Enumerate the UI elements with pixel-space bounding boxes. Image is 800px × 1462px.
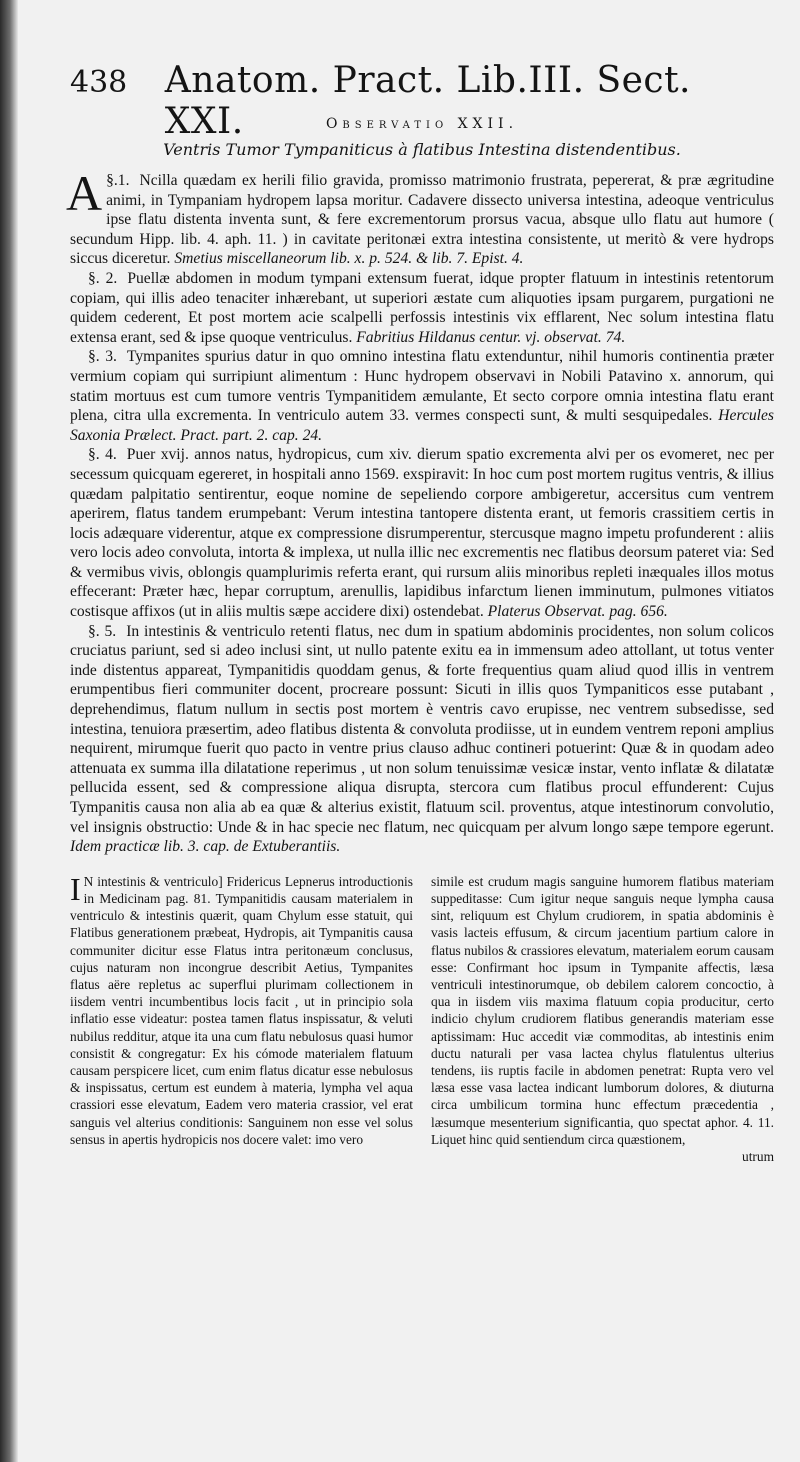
catchword: utrum — [742, 1149, 774, 1165]
page-number: 438 — [70, 65, 128, 100]
notes-right-column — [431, 873, 774, 1165]
note-left-text — [70, 870, 413, 1148]
section-mark: §. 4. — [88, 446, 117, 464]
paragraph-4 — [70, 445, 774, 621]
commentary-notes — [70, 870, 774, 1165]
section-mark: §. 2. — [88, 269, 118, 287]
citation: Hercules Saxonia Prælect. Pract. part. 2. cap. 24. — [70, 407, 774, 444]
note-drop-cap: I — [70, 870, 81, 907]
note-left-body: N intestinis & ventriculo] Fridericus Lepnerus introductionis in Medicinam pag. 81. Tympanitidis causam materialem in ventriculo & intestinis quærit, quam Chylum esse statuit, qui Flatibus generationem præbeat, Hydropis, ait Tympanitis causa communiter dicitur esse Flatus intra peritonæum conclusus, cujus naturam non incongrue describit Aetius, Tympanites flatus aëre repletus ac superflui plurimam collectionem in iisdem ventri incumbentibus locis facit , ut in principio sola inflatio esse videatur: postea tamen flatus inspissatur, & veluti nubilus redditur, atque ita una cum flatu nebulosus quasi humor consistit & congregatur: Ex his cómode materialem flatuum causam perspicere licet, cum enim flatus dicatur esse nebulosus & inspissatus, certum est eundem à materia, lympha vel aqua crassiori esse elevatum, Eadem vero materia crassior, vel erat sanguis vel alterius conditionis: Sanguinem non esse vel solus sensus in apertis hydropicis nos docere valet: imo vero — [70, 873, 413, 1147]
paragraph-5 — [70, 622, 774, 857]
paragraph-text: In intestinis & ventriculo retenti flatus, nec dum in spatium abdominis procidentes, non solum colicos cruciatus pariunt, sed si adeo inclusi sint, ut nullo patente exitu ea in immensum adeo attollant, ut totus venter inde distentus appareat, Tympanitidis quoddam genus, & forte frequentius quam aliud quod illis in ventrem erumpentibus fieri communiter docent, procreare possunt: Sicuti in illis quos Tympaniticos esse putabant , deprehendimus, flatum nullum in sectis post mortem è ventris cavo erupisse, nec ventrem subsedisse, sed intestina, tenuiora præsertim, adeo flatibus distenta & convoluta prodiisse, ut in eundem ventrem reponi amplius nequirent, mirumque fuerit quo pacto in ventre prius clauso adhuc contineri potuerint: Quæ & in quodam adeo attenuata ex summa illa dilatatione reperimus , ut non solum tenuissimæ vesicæ instar, vento inflatæ & dilatatæ pellucida essent, sed & compressione aliqua disrupta, stercora cum flatibus procul effunderent: Cujus Tympanitis causa non alia ab ea quæ & alterius existit, flatuum scil. proventus, atque intestinorum convolutio, vel insignis obstructio: Unde & in hac specie nec flatum, nec quicquam per alvum longo sæpe tempore egerunt. — [70, 622, 775, 836]
paragraph-text: Ncilla quædam ex herili filio gravida, promisso matrimonio frustrata, pepererat, & præ ægritudine animi, in Tympaniam hydropem lapsa moritur. Cadavere dissecto universa intestina, adeoque ventriculus ipse flatu distenta inventa sunt, & fere excrementorum prorsus vacua, absque ullo flatu aut humore ( secundum Hipp. lib. 4. aph. 11. ) in cavitate peritonæi extra intestina consistente, ut meritò & vere hydrops siccus diceretur. — [70, 172, 774, 268]
section-mark: §. 3. — [88, 348, 117, 366]
paragraph-text: Puer xvij. annos natus, hydropicus, cum xiv. dierum spatio excrementa alvi per os evomeret, nec per secessum quicquam egereret, in hospitali anno 1569. exspiravit: In hoc cum post mortem rugitus ventris, & illius quædam palpitatio sentirentur, eoque nomine de sepeliendo corpore ambigeretur, accersitus cum ventrem aperirem, flatus tandem erumpebant: Verum intestina tantopere distenta erant, ut femoris crassitiem certis in locis adæquare viderentur, atque ex compressione disrumperentur, stercusque magno impetu profunderent : aliis vero locis adeo convoluta, intorta & implexa, ut nulla illic nec excrementis nec flatibus deorsum pateret via: Sed & vermibus vivis, oblongis quamplurimis referta erant, qui rursum aliis minoribus repleti inæquales illos motus effecerant: Præter hæc, hepar corruptum, arenullis, lapidibus infarctum lienen imminutum, pulmones vitiatos costisque affixos (ut in aliis multis sæpe accidere dixi) ostendebat. — [70, 446, 774, 621]
paragraph-text: Tympanites spurius datur in quo omnino intestina flatu extenduntur, nihil humoris continentia præter vermium copiam qui surripiunt alimentum : Hunc hydropem observavi in Nobili Patavino x. annorum, qui statim mortuus est cum tumore ventris Tympanitidem æmulante, Et secto corpore omnia intestina flatu erant plena, citra ulla excrementa. In ventriculo autem 33. vermes conspecti sunt, & multi sesquipedales. — [70, 348, 774, 425]
main-text — [66, 165, 775, 857]
citation: Fabritius Hildanus centur. vj. observat. 74. — [356, 328, 626, 346]
citation: Platerus Observat. pag. 656. — [487, 603, 668, 621]
page-gutter-shadow — [0, 0, 18, 1462]
citation: Smetius miscellaneorum lib. x. p. 524. & lib. 7. Epist. 4. — [174, 250, 524, 268]
running-head: Anatom. Pract. Lib.III. Sect. XXI. — [164, 60, 691, 142]
observation-title: Observatio XXII. — [325, 116, 519, 132]
paragraph-1 — [66, 165, 774, 269]
drop-cap: A — [66, 165, 103, 221]
paragraph-2 — [70, 269, 774, 347]
paragraph-text: Puellæ abdomen in modum tympani extensum fuerat, idque propter flatuum in intestinis retentorum copiam, qui illis adeo tenaciter inhærebant, ut superiori æstate cum aliquoties ipsam purgarem, purgationi ne quidem cederent, Et post mortem acie scalpelli perfossis intestinis vix efflarent, Nec solum intestina flatu extensa erant, sed & ipse quoque ventriculus. — [70, 269, 774, 346]
paragraph-3 — [70, 347, 774, 445]
observation-subtitle: Ventris Tumor Tympaniticus à flatibus Intestina distendentibus. — [163, 140, 681, 159]
notes-left-column — [70, 870, 413, 1165]
note-right-text: simile est crudum magis sanguine humorem flatibus materiam suppeditasse: Cum igitur neque sanguis neque lympha causa sint, reliquum est Chylum crudiorem, in spatia abdominis è vasis lacteis effusum, & circum jacentium partium calore in flatus nubilos & crassiores elevatum, materialem eorum causam esse: Confirmant hoc ipsum in Tympanite affectis, læsa ventriculi intestinorumque, ob debilem calorem concoctio, à qua in iisdem viis maxima flatuum copia producitur, certo indicio chylum crudiorem flatibus generandis materiam esse aptissimam: Huc accedit viæ commoditas, ab intestinis enim ductu naturali per vasa lactea chylus flatulentus ulterius tendens, iis ruptis facile in abdomen penetrat: Rupta vero vel læsa esse vasa lactea indicant lumborum dolores, & diuturna circa umbilicum tormina hunc effectum præcedentia , læsumque mesenterium significantia, quo spectat aphor. 4. 11. Liquet hinc quid sentiendum circa quæstionem, — [431, 873, 774, 1147]
citation: Idem practicæ lib. 3. cap. de Extuberantiis. — [70, 838, 341, 856]
section-mark: §. 5. — [88, 622, 117, 640]
section-mark: §.1. — [106, 172, 130, 189]
